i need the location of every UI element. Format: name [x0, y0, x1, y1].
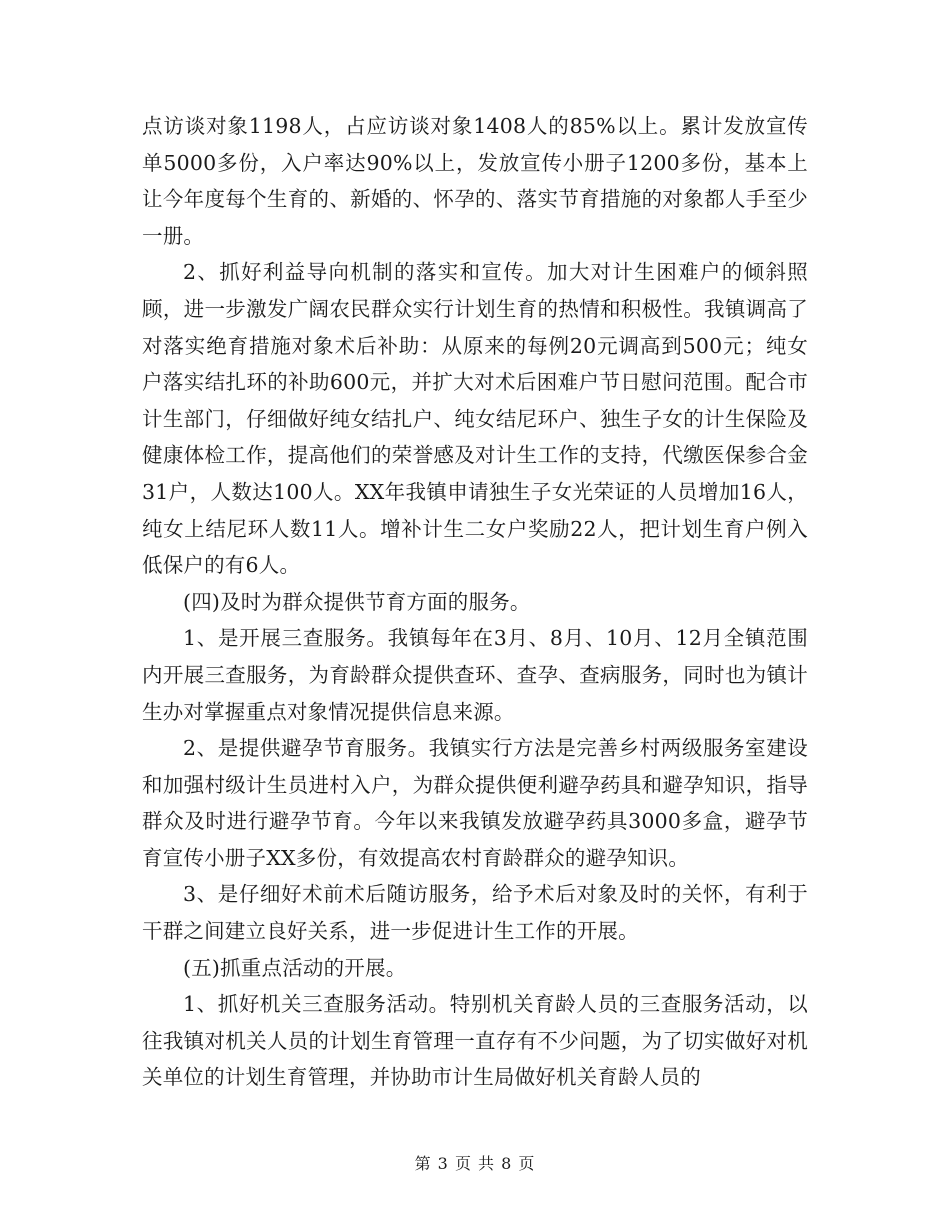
section-heading-5: (五)抓重点活动的开展。 [183, 955, 407, 980]
paragraph-incentive-mechanism: 2、抓好利益导向机制的落实和宣传。加大对计生困难户的倾斜照顾，进一步激发广阔农民群众实行计划生育的热情和积极性。我镇调高了对落实绝育措施对象术后补助：从原来的每例20元调高到500元；纯女户落实结扎环的补助600元，并扩大对术后困难户节日慰问范围。配合市计生部门，仔细做好纯女结扎户、纯女结尼环户、独生子女的计生保险及健康体检工作，提高他们的荣誉感及对计生工作的支持，代缴医保参合金31户，人数达100人。XX年我镇申请独生子女光荣证的人员增加16人，纯女上结尼环人数11人。增补计生二女户奖励22人，把计划生育户例入低保户的有6人。 [142, 260, 808, 578]
section-heading-4: (四)及时为群众提供节育方面的服务。 [183, 589, 531, 614]
paragraph-agency-three-checks: 1、抓好机关三查服务活动。特别机关育龄人员的三查服务活动，以往我镇对机关人员的计划生育管理一直存有不少问题，为了切实做好对机关单位的计划生育管理，并协助市计生局做好机关育龄人员的 [142, 992, 808, 1090]
paragraph-three-checks: 1、是开展三查服务。我镇每年在3月、8月、10月、12月全镇范围内开展三查服务，为育龄群众提供查环、查孕、查病服务，同时也为镇计生办对掌握重点对象情况提供信息来源。 [142, 626, 808, 724]
page-footer: 第 3 页 共 8 页 [414, 1154, 536, 1173]
document-body [142, 108, 808, 1096]
paragraph-contraception-service: 2、是提供避孕节育服务。我镇实行方法是完善乡村两级服务室建设和加强村级计生员进村入户，为群众提供便利避孕药具和避孕知识，指导群众及时进行避孕节育。今年以来我镇发放避孕药具3000多盒，避孕节育宣传小册子XX多份，有效提高农村育龄群众的避孕知识。 [142, 736, 808, 870]
paragraph-continuation: 点访谈对象1198人，占应访谈对象1408人的85%以上。累计发放宣传单5000多份，入户率达90%以上，发放宣传小册子1200多份，基本上让今年度每个生育的、新婚的、怀孕的、落实节育措施的对象都人手至少一册。 [142, 114, 808, 248]
paragraph-follow-up-service: 3、是仔细好术前术后随访服务，给予术后对象及时的关怀，有利于干群之间建立良好关系，进一步促进计生工作的开展。 [142, 882, 808, 944]
